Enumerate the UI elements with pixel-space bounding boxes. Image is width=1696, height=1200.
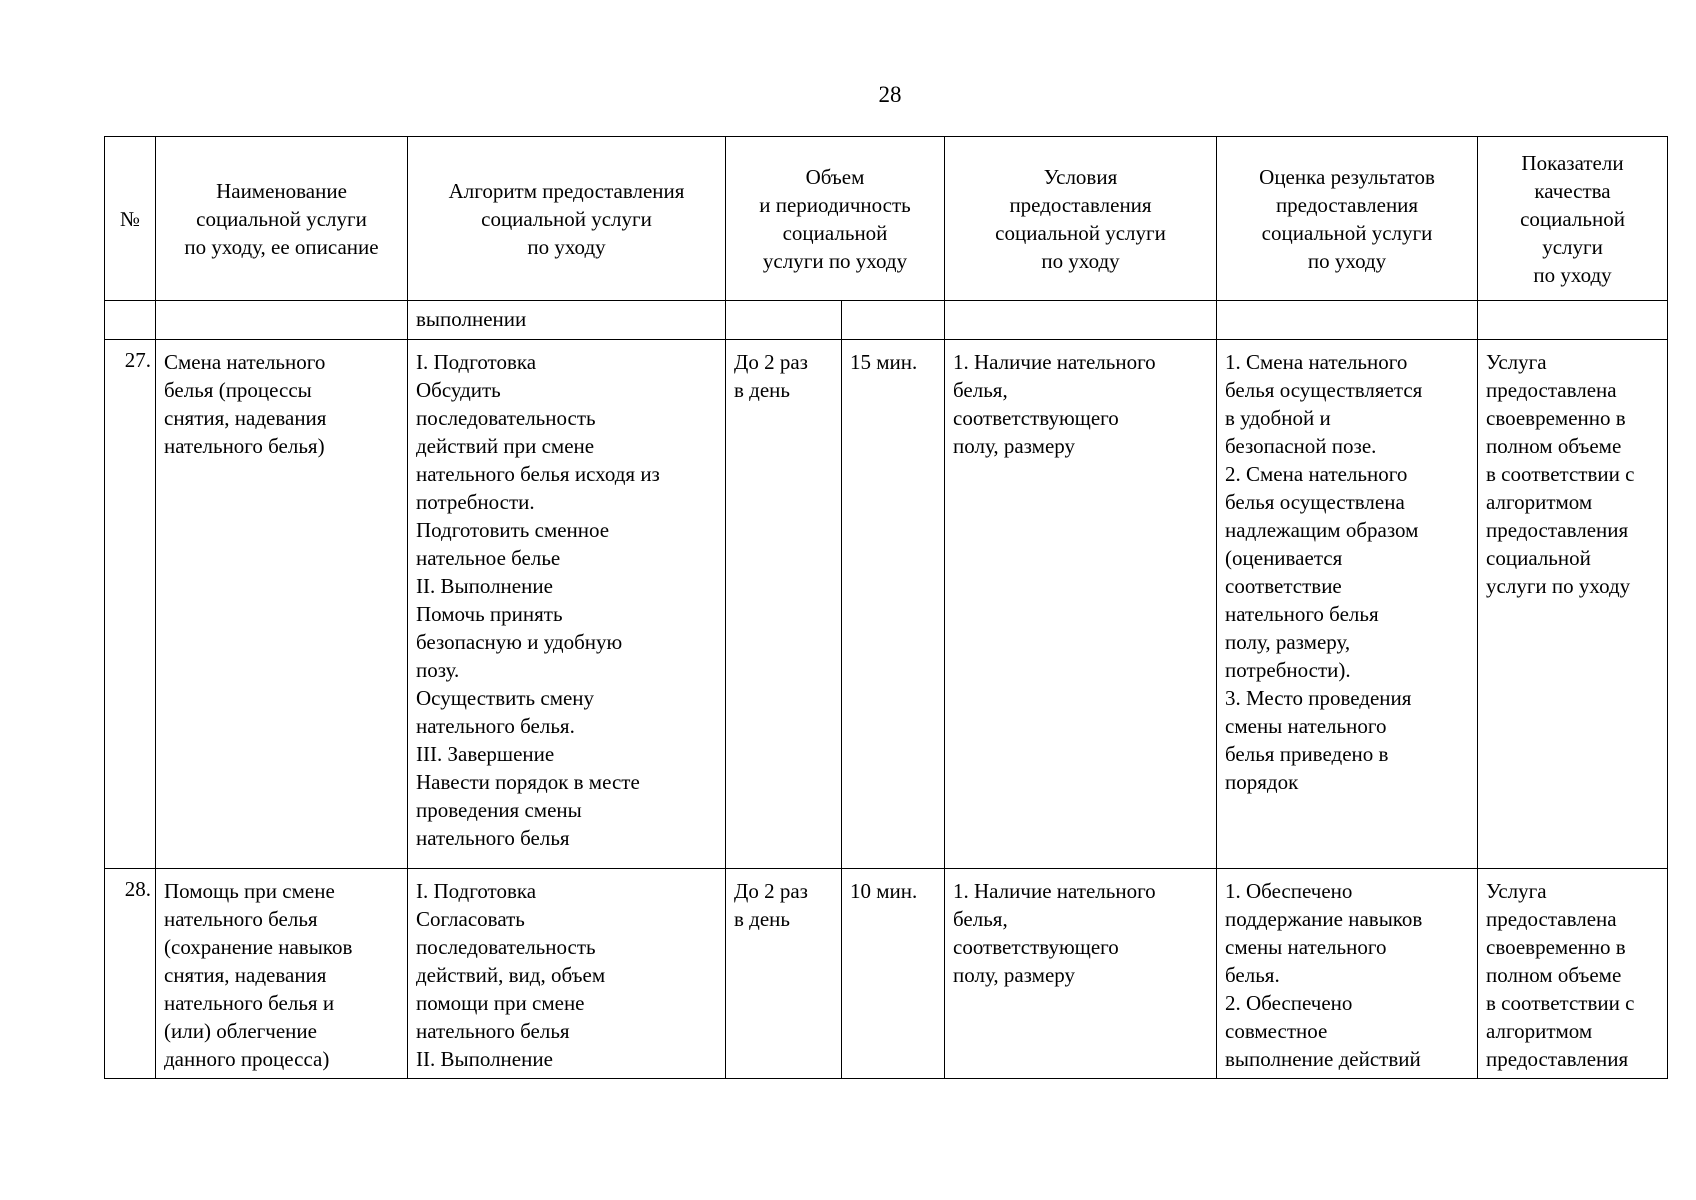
cont-frequency <box>726 301 842 340</box>
row-service-name: Помощь при смене нательного белья (сохранение навыков снятия, надевания нательного белья и (или) облегчение данного процесса) <box>156 869 408 1079</box>
row-service-name: Смена нательного белья (процессы снятия, надевания нательного белья) <box>156 340 408 869</box>
cont-duration <box>842 301 945 340</box>
social-services-table <box>104 136 1668 1079</box>
row-conditions: 1. Наличие нательного белья, соответствующего полу, размеру <box>945 869 1217 1079</box>
row-algorithm: I. Подготовка Обсудить последовательность действий при смене нательного белья исходя из потребности. Подготовить сменное нательное белье II. Выполнение Помочь принять безопасную и удобную позу. Осуществить смену нательного белья. III. Завершение Навести порядок в месте проведения смены нательного белья <box>408 340 726 869</box>
page-number: 28 <box>878 82 902 107</box>
continuation-row <box>105 301 1668 340</box>
header-name: Наименование социальной услуги по уходу, ее описание <box>156 137 408 301</box>
row-algorithm: I. Подготовка Согласовать последовательность действий, вид, объем помощи при смене нательного белья II. Выполнение <box>408 869 726 1079</box>
row-num: 27. <box>105 340 156 869</box>
row-quality: Услуга предоставлена своевременно в полном объеме в соответствии с алгоритмом предоставления социальной услуги по уходу <box>1478 340 1668 869</box>
row-num: 28. <box>105 869 156 1079</box>
cont-algorithm: выполнении <box>408 301 726 340</box>
header-conditions: Условия предоставления социальной услуги по уходу <box>945 137 1217 301</box>
header-algorithm: Алгоритм предоставления социальной услуги по уходу <box>408 137 726 301</box>
cont-evaluation <box>1217 301 1478 340</box>
row-duration: 10 мин. <box>842 869 945 1079</box>
row-quality: Услуга предоставлена своевременно в полном объеме в соответствии с алгоритмом предоставления <box>1478 869 1668 1079</box>
cont-num <box>105 301 156 340</box>
row-duration: 15 мин. <box>842 340 945 869</box>
header-evaluation: Оценка результатов предоставления социальной услуги по уходу <box>1217 137 1478 301</box>
row-frequency: До 2 раз в день <box>726 340 842 869</box>
row-evaluation: 1. Обеспечено поддержание навыков смены нательного белья. 2. Обеспечено совместное выполнение действий <box>1217 869 1478 1079</box>
table-row <box>105 869 1668 1079</box>
header-volume: Объем и периодичность социальной услуги по уходу <box>726 137 945 301</box>
row-frequency: До 2 раз в день <box>726 869 842 1079</box>
table-row <box>105 340 1668 869</box>
header-num: № <box>105 137 156 301</box>
cont-conditions <box>945 301 1217 340</box>
header-quality: Показатели качества социальной услуги по уходу <box>1478 137 1668 301</box>
row-evaluation: 1. Смена нательного белья осуществляется в удобной и безопасной позе. 2. Смена нательного белья осуществлена надлежащим образом (оценивается соответствие нательного белья полу, размеру, потребности). 3. Место проведения смены нательного белья приведено в порядок <box>1217 340 1478 869</box>
row-conditions: 1. Наличие нательного белья, соответствующего полу, размеру <box>945 340 1217 869</box>
cont-quality <box>1478 301 1668 340</box>
cont-name <box>156 301 408 340</box>
table-header-row <box>105 137 1668 301</box>
